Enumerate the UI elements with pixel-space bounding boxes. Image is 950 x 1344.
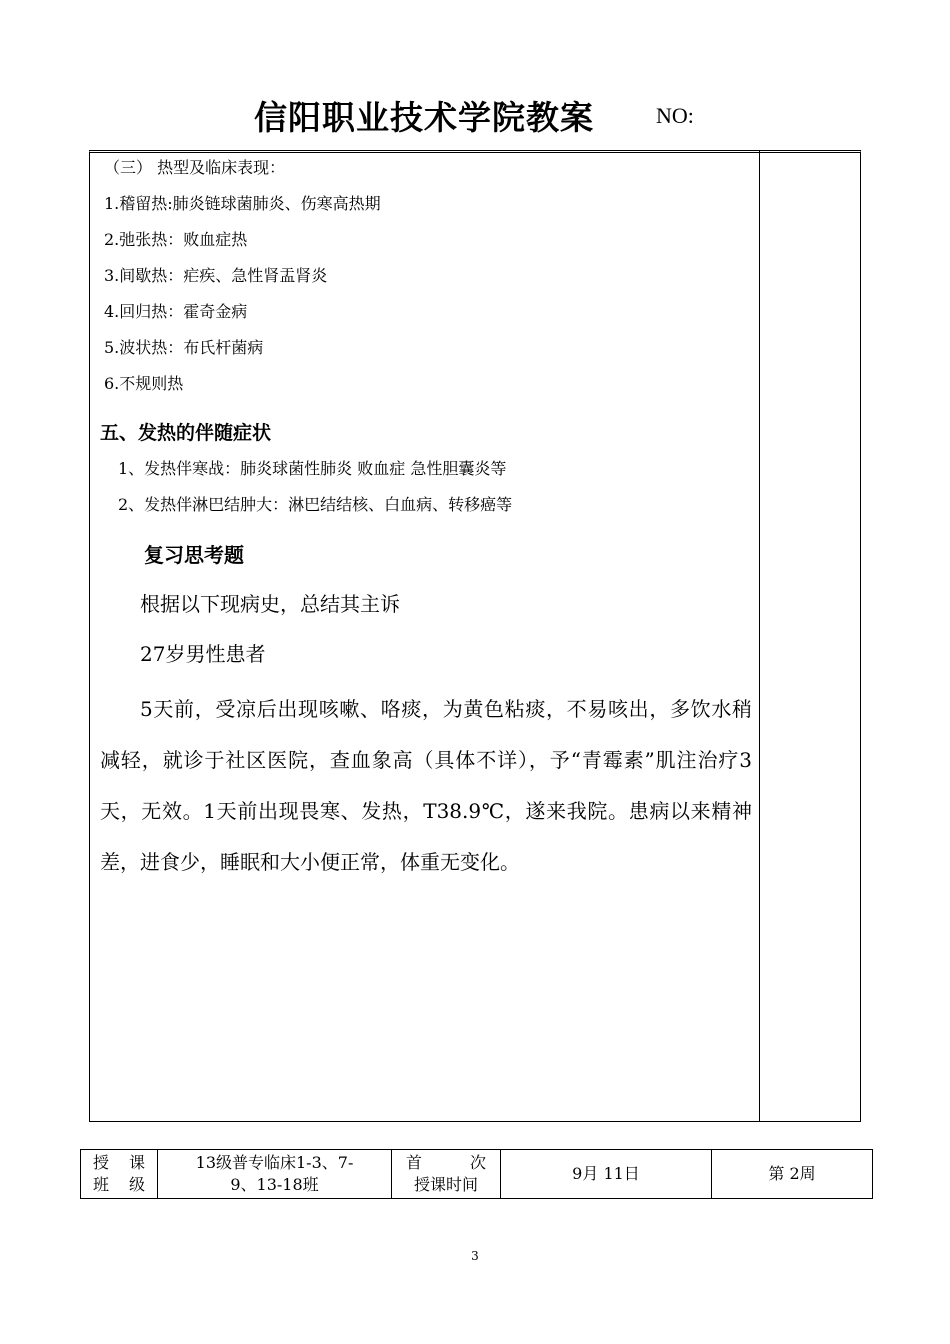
section-heading: 五、发热的伴随症状 [100,422,272,444]
patient-description: 27岁男性患者 [140,642,266,666]
present-illness-history: 5天前，受凉后出现咳嗽、咯痰，为黄色粘痰，不易咳出，多饮水稍减轻，就诊于社区医院，查血象高（具体不详），予“青霉素”肌注治疗3天，无效。1天前出现畏寒、发热，T38.9℃，遂来我院。患病以来精神差，进食少，睡眠和大小便正常，体重无变化。 [100,697,752,874]
list-item: 2.弛张热：败血症热 [104,230,248,249]
notes-column-divider [759,150,760,1122]
document-title: 信阳职业技术学院教案 [254,98,594,137]
list-item: 4.回归热：霍奇金病 [104,302,248,321]
label-char: 级 [128,1175,145,1194]
page-number: 3 [471,1249,479,1263]
class-info-table [80,1149,873,1199]
date-cell: 9月 11日 [501,1150,712,1199]
first-lesson-label-cell [392,1150,501,1199]
label-char: 授 [93,1153,110,1172]
section-heading: （三） 热型及临床表现： [104,158,286,177]
label-char: 班 [93,1175,110,1194]
list-item: 6.不规则热 [104,374,184,393]
review-heading: 复习思考题 [144,543,244,567]
list-item: 1、发热伴寒战：肺炎球菌性肺炎 败血症 急性胆囊炎等 [118,459,507,478]
label-char: 首 [406,1153,423,1172]
label-char: 次 [469,1153,486,1172]
lesson-content-box [89,150,861,1122]
list-item: 3.间歇热：疟疾、急性肾盂肾炎 [104,266,328,285]
list-item: 1.稽留热:肺炎链球菌肺炎、伤寒高热期 [104,194,381,213]
document-number-label: NO: [656,103,694,128]
class-value-line: 13级普专临床1-3、7- [195,1153,354,1172]
week-cell: 第 2周 [712,1150,873,1199]
list-item: 5.波状热：布氏杆菌病 [104,338,264,357]
label-char: 课 [128,1153,145,1172]
class-value-line: 9、13-18班 [230,1175,319,1194]
first-lesson-label: 授课时间 [413,1175,478,1194]
class-value-cell [158,1150,392,1199]
review-prompt: 根据以下现病史，总结其主诉 [140,592,400,616]
document-header [0,92,950,142]
list-item: 2、发热伴淋巴结肿大：淋巴结结核、白血病、转移癌等 [118,495,513,514]
class-label-cell [81,1150,158,1199]
